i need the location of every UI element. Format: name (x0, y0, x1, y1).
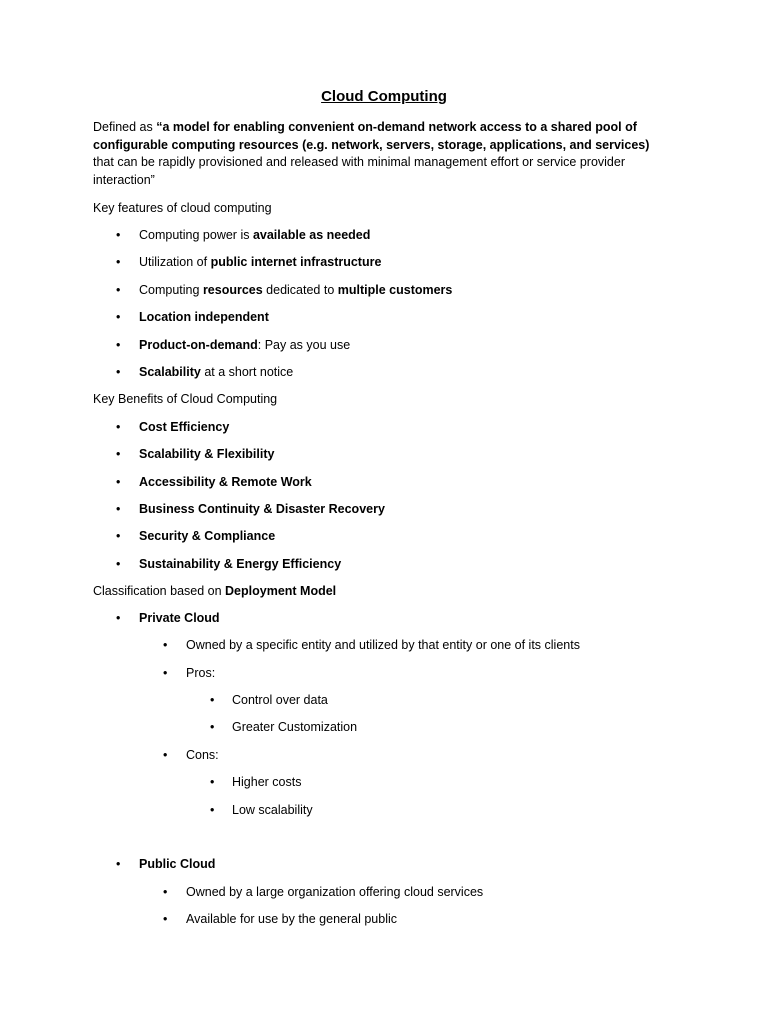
page-title: Cloud Computing (321, 88, 447, 105)
public-cloud-item: Available for use by the general public (186, 912, 398, 926)
bullet-icon: • (163, 638, 168, 652)
con-item: Low scalability (232, 803, 313, 817)
benefit-item: Business Continuity & Disaster Recovery (139, 502, 385, 516)
feature-item: Computing power is available as needed (139, 228, 371, 242)
definition-suffix: that can be rapidly provisioned and released with minimal management effort or service provider interaction” (93, 155, 625, 187)
bullet-icon: • (116, 611, 121, 625)
benefit-item: Accessibility & Remote Work (139, 475, 312, 489)
cons-label: Cons: (186, 748, 219, 762)
bullet-icon: • (116, 529, 121, 543)
definition-paragraph (93, 119, 673, 189)
bullet-icon: • (116, 502, 121, 516)
bullet-icon: • (210, 693, 215, 707)
bullet-icon: • (163, 885, 168, 899)
bullet-icon: • (116, 420, 121, 434)
bullet-icon: • (116, 447, 121, 461)
bullet-icon: • (116, 228, 121, 242)
benefit-item: Scalability & Flexibility (139, 447, 275, 461)
bullet-icon: • (116, 338, 121, 352)
bullet-icon: • (210, 803, 215, 817)
bullet-icon: • (116, 255, 121, 269)
bullet-icon: • (116, 557, 121, 571)
bullet-icon: • (116, 283, 121, 297)
bullet-icon: • (163, 748, 168, 762)
public-cloud-label: Public Cloud (139, 857, 216, 871)
private-cloud-desc: Owned by a specific entity and utilized by that entity or one of its clients (186, 638, 580, 652)
bullet-icon: • (210, 720, 215, 734)
bullet-icon: • (163, 666, 168, 680)
feature-item: Utilization of public internet infrastructure (139, 255, 382, 269)
benefit-item: Sustainability & Energy Efficiency (139, 557, 342, 571)
public-cloud-item: Owned by a large organization offering cloud services (186, 885, 484, 899)
bullet-icon: • (210, 775, 215, 789)
deployment-heading: Classification based on Deployment Model (93, 584, 337, 598)
bullet-icon: • (116, 857, 121, 871)
definition-quote: “a model for enabling convenient on-demand network access to a shared pool of configurable computing resources (e.g. network, servers, storage, applications, and services) (93, 120, 650, 152)
con-item: Higher costs (232, 775, 302, 789)
benefit-item: Cost Efficiency (139, 420, 230, 434)
bullet-icon: • (116, 365, 121, 379)
feature-item: Scalability at a short notice (139, 365, 294, 379)
definition-prefix: Defined as (93, 120, 157, 134)
private-cloud-label: Private Cloud (139, 611, 220, 625)
feature-item: Product-on-demand: Pay as you use (139, 338, 351, 352)
features-heading: Key features of cloud computing (93, 201, 272, 215)
benefit-item: Security & Compliance (139, 529, 276, 543)
bullet-icon: • (163, 912, 168, 926)
pro-item: Control over data (232, 693, 328, 707)
benefits-heading: Key Benefits of Cloud Computing (93, 392, 278, 406)
pros-label: Pros: (186, 666, 216, 680)
feature-item: Computing resources dedicated to multiple customers (139, 283, 453, 297)
bullet-icon: • (116, 475, 121, 489)
pro-item: Greater Customization (232, 720, 358, 734)
feature-item: Location independent (139, 310, 269, 324)
bullet-icon: • (116, 310, 121, 324)
